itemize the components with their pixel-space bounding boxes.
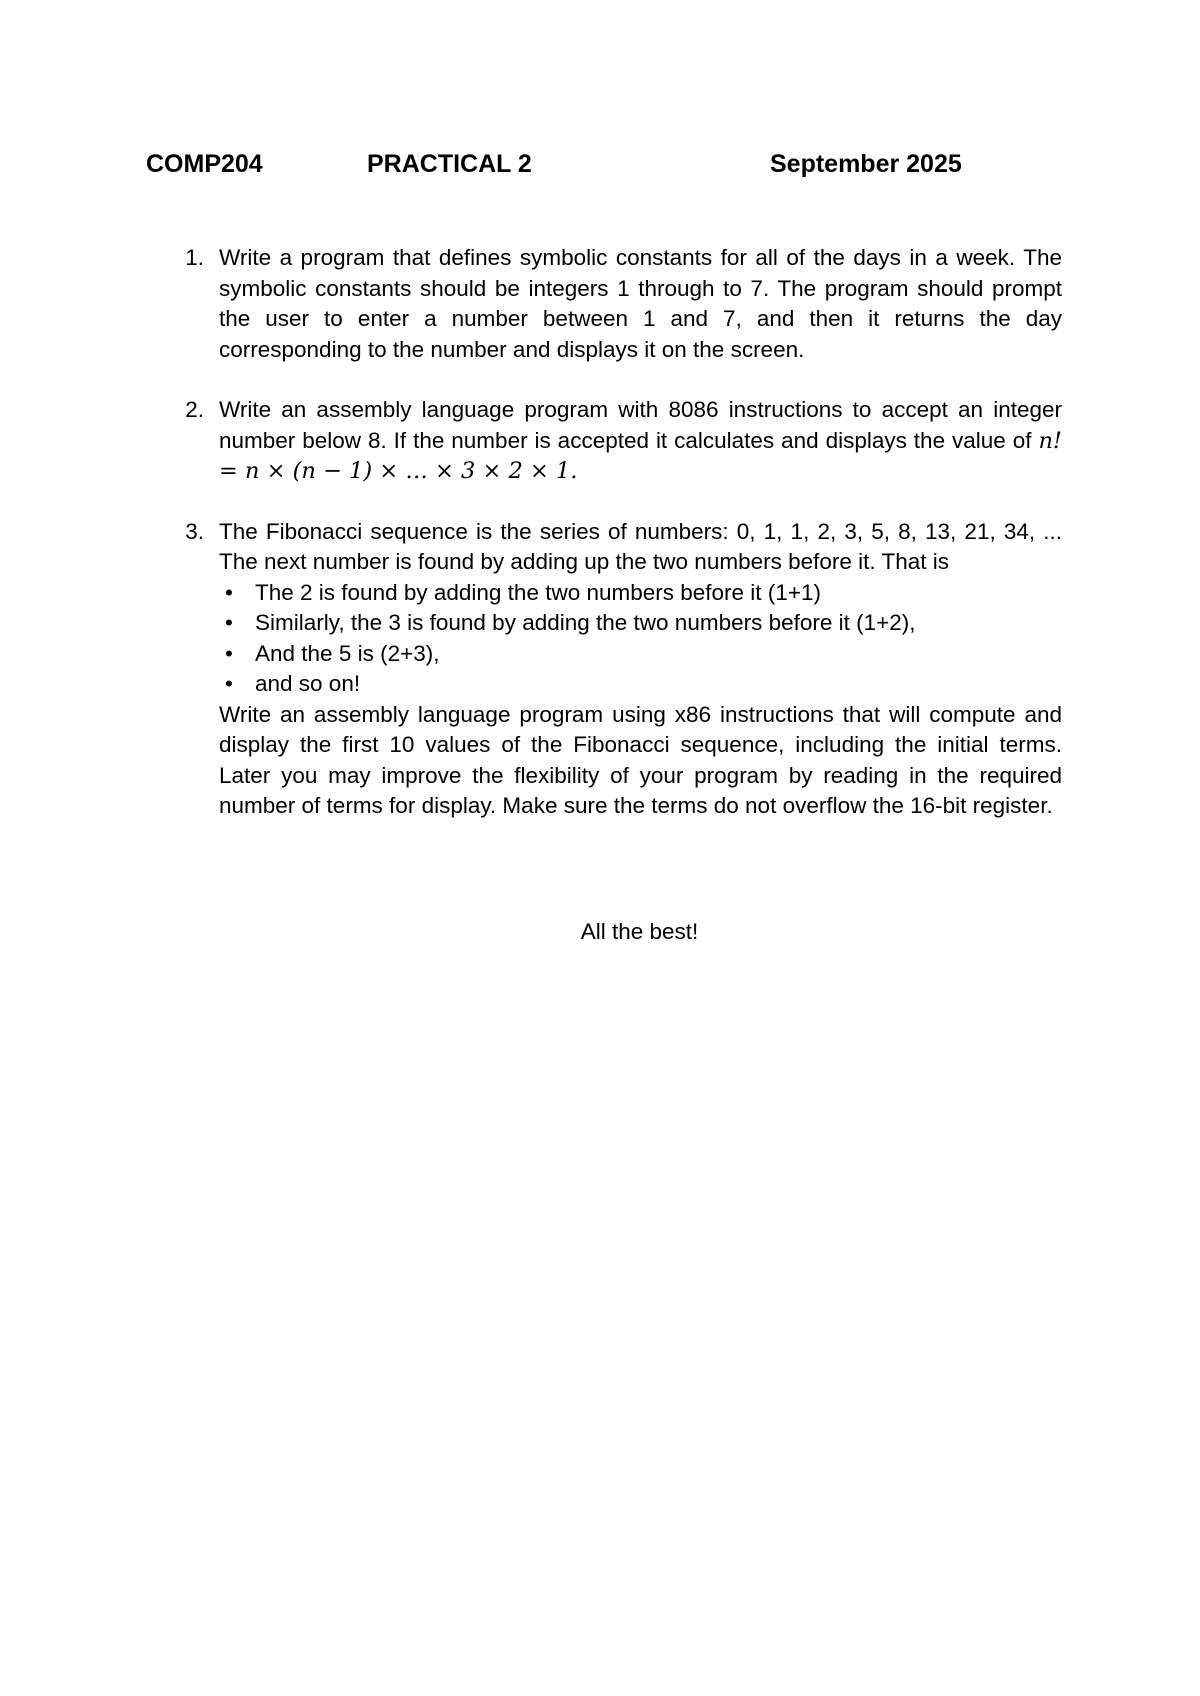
closing-remark: All the best!: [580, 919, 699, 944]
document-header: [0, 147, 1200, 181]
question-3-intro: The Fibonacci sequence is the series of numbers: 0, 1, 1, 2, 3, 5, 8, 13, 21, 34, ... The next number is found by adding up the two numbers before it. That is: [219, 518, 1062, 574]
list-item: [219, 578, 1062, 609]
question-text: [219, 395, 1062, 487]
list-item: [219, 639, 1062, 670]
question-2-prose: Write an assembly language program with 8086 instructions to accept an integer number below 8. If the number is accepted it calculates and displays the value of: [219, 397, 1062, 453]
question-text: [219, 517, 1062, 822]
question-text: [219, 243, 1062, 365]
factorial-formula: n! = n × (n − 1) × … × 3 × 2 × 1.: [219, 427, 1062, 484]
question-3-outro: Write an assembly language program using x86 instructions that will compute and display the first 10 values of the Fibonacci sequence, including the initial terms. Later you may improve the flexibility of your program by reading in the required number of terms for display. Make sure the terms do not overflow the 16-bit register.: [219, 701, 1062, 818]
list-item: [219, 669, 1062, 700]
bullet-icon: •: [225, 640, 233, 666]
question-2: [0, 395, 1200, 487]
question-3: [0, 517, 1200, 822]
list-item: [219, 608, 1062, 639]
bullet-icon: •: [225, 671, 233, 696]
list-item-text: And the 5 is (2+3),: [255, 640, 440, 666]
list-item-text: Similarly, the 3 is found by adding the two numbers before it (1+2),: [255, 610, 916, 635]
fibonacci-examples-list: [219, 578, 1062, 700]
practical-title: PRACTICAL 2: [367, 150, 532, 178]
question-number: 1.: [185, 245, 204, 270]
bullet-icon: •: [225, 579, 233, 605]
question-number: 2.: [185, 397, 204, 422]
question-list: [0, 243, 1200, 852]
list-item-text: The 2 is found by adding the two numbers before it (1+1): [255, 579, 821, 605]
question-2-text: [219, 395, 1062, 487]
bullet-icon: •: [225, 610, 233, 635]
course-code: COMP204: [146, 150, 263, 178]
question-1: [0, 243, 1200, 365]
date-label: September 2025: [770, 150, 962, 178]
question-1-text: Write a program that defines symbolic constants for all of the days in a week. The symbolic constants should be integers 1 through to 7. The program should prompt the user to enter a number between 1 and 7, and then it returns the day corresponding to the number and displays it on the screen.: [219, 245, 1062, 362]
list-item-text: and so on!: [255, 671, 361, 696]
question-number: 3.: [185, 518, 204, 544]
